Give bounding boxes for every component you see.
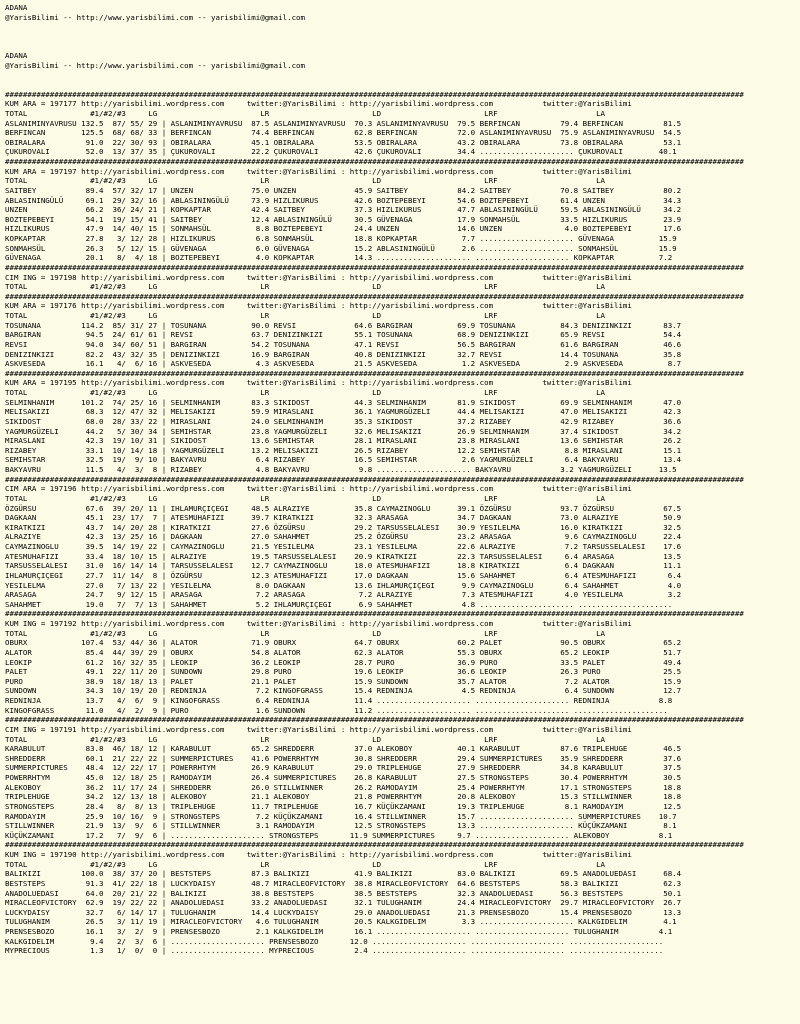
race-report-text: ADANA @YarisBilimi -- http://www.yarisbilimi.com -- yarisbilimi@gmail.com ADANA @YarisBilimi -- http://www.yarisbilimi.com -- yarisbilimi@gmail.com ##################################################################################################################################################################### KUM ARA = 197177 http://yarisbilimi.wordpress.com twitter:@YarisBilimi : http://yarisbilimi.wordpress.com twitter:@YarisBilimi TOTAL #1/#2/#3 LG LR LD LRF LA ASLANIMINYAVRUSU 132.5 87/ 55/ 29 | ASLANIMINYAVRUSU 87.5 ASLANIMINYAVRUSU 70.3 ASLANIMINYAVRUSU 79.5 BERFINCAN 79.4 BERFINCAN 81.5 BERFINCAN 125.5 68/ 68/ 33 | BERFINCAN 74.4 BERFINCAN 62.8 BERFINCAN 72.0 ASLANIMINYAVRUSU 75.9 ASLANIMINYAVRUSU 54.5 OBIRALARA 91.0 22/ 30/ 93 | OBIRALARA 45.1 OBIRALARA 53.5 OBIRALARA 43.2 OBIRALARA 73.8 OBIRALARA 53.1 ÇUKUROVALI 52.0 13/ 37/ 35 | ÇUKUROVALI 22.2 ÇUKUROVALI 42.6 ÇUKUROVALI 34.4 ..................... ÇUKUROVALI 40.1 ##################################################################################################################################################################### KUM ARA = 197197 http://yarisbilimi.wordpress.com twitter:@YarisBilimi : http://yarisbilimi.wordpress.com twitter:@YarisBilimi TOTAL #1/#2/#3 LG LR LD LRF LA SAITBEY 89.4 57/ 32/ 17 | UNZEN 75.0 UNZEN 45.9 SAITBEY 84.2 SAITBEY 70.8 SAITBEY 80.2 ABLASININGÜLÜ 69.1 29/ 32/ 16 | ABLASININGÜLÜ 73.9 HIZLIKURUS 42.6 BOZTEPEBEYI 54.6 BOZTEPEBEYI 61.4 UNZEN 34.3 UNZEN 66.2 36/ 24/ 21 | KOPKAPTAR 42.4 SAITBEY 37.3 HIZLIKURUS 47.7 ABLASININGÜLÜ 59.5 ABLASININGÜLÜ 34.2 BOZTEPEBEYI 54.1 19/ 15/ 41 | SAITBEY 12.4 ABLASININGÜLÜ 30.5 GÜVENAGA 17.9 SONMAHSÜL 33.5 HIZLIKURUS 23.9 HIZLIKURUS 47.9 14/ 40/ 15 | SONMAHSÜL 8.8 BOZTEPEBEYI 24.4 UNZEN 14.6 UNZEN 4.0 BOZTEPEBEYI 17.6 KOPKAPTAR 27.8 3/ 12/ 28 | HIZLIKURUS 6.8 SONMAHSÜL 18.8 KOPKAPTAR 7.7 ..................... GÜVENAGA 15.9 SONMAHSÜL 26.3 5/ 12/ 15 | GÜVENAGA 6.0 GÜVENAGA 15.2 ABLASININGÜLÜ 2.6 ..................... SONMAHSÜL 15.9 GÜVENAGA 20.1 8/ 4/ 18 | BOZTEPEBEYI 4.0 KOPKAPTAR 14.3 ..................... ..................... KOPKAPTAR 7.2 ##################################################################################################################################################################### CIM ING = 197198 http://yarisbilimi.wordpress.com twitter:@YarisBilimi : http://yarisbilimi.wordpress.com twitter:@YarisBilimi TOTAL #1/#2/#3 LG LR LD LRF LA ##################################################################################################################################################################### KUM ARA = 197176 http://yarisbilimi.wordpress.com twitter:@YarisBilimi : http://yarisbilimi.wordpress.com twitter:@YarisBilimi TOTAL #1/#2/#3 LG LR LD LRF LA TOSUNANA 114.2 85/ 31/ 27 | TOSUNANA 90.0 REVSI 64.6 BARGIRAN 69.9 TOSUNANA 84.3 DENIZINKIZI 83.7 BARGIRAN 94.5 24/ 61/ 61 | REVSI 63.7 DENIZINKIZI 55.1 TOSUNANA 68.9 DENIZINKIZI 65.9 REVSI 54.4 REVSI 94.0 34/ 60/ 51 | BARGIRAN 54.2 TOSUNANA 47.1 REVSI 56.5 BARGIRAN 61.6 BARGIRAN 46.6 DENIZINKIZI 82.2 43/ 32/ 35 | DENIZINKIZI 16.9 BARGIRAN 40.8 DENIZINKIZI 32.7 REVSI 14.4 TOSUNANA 35.8 ASKVESEDA 16.1 4/ 6/ 16 | ASKVESEDA 4.3 ASKVESEDA 21.5 ASKVESEDA 1.2 ASKVESEDA 2.9 ASKVESEDA 8.7 ##################################################################################################################################################################### KUM ARA = 197195 http://yarisbilimi.wordpress.com twitter:@YarisBilimi : http://yarisbilimi.wordpress.com twitter:@YarisBilimi TOTAL #1/#2/#3 LG LR LD LRF LA SELMINHANIM 101.2 74/ 25/ 16 | SELMINHANIM 83.3 SIKIDOST 44.3 SELMINHANIM 81.9 SIKIDOST 69.9 SELMINHANIM 47.0 MELISAKIZI 68.3 12/ 47/ 32 | MELISAKIZI 59.9 MIRASLANI 36.1 YAGMURGÜZELI 44.4 MELISAKIZI 47.0 MELISAKIZI 42.3 SIKIDOST 68.0 28/ 33/ 22 | MIRASLANI 24.0 SELMINHANIM 35.3 SIKIDOST 37.2 RIZABEY 42.9 RIZABEY 36.6 YAGMURGÜZELI 44.2 5/ 30/ 34 | SEMIHSTAR 23.8 YAGMURGÜZELI 32.6 MELISAKIZI 26.9 SELMINHANIM 37.4 SIKIDOST 34.2 MIRASLANI 42.3 19/ 10/ 31 | SIKIDOST 13.6 SEMIHSTAR 28.1 MIRASLANI 23.8 MIRASLANI 13.6 SEMIHSTAR 26.2 RIZABEY 33.1 10/ 14/ 18 | YAGMURGÜZELI 13.2 MELISAKIZI 26.5 RIZABEY 12.2 SEMIHSTAR 8.8 MIRASLANI 15.1 SEMIHSTAR 32.5 19/ 9/ 10 | BAKYAVRU 6.4 RIZABEY 16.5 SEMIHSTAR 2.6 YAGMURGÜZELI 6.4 BAKYAVRU 13.4 BAKYAVRU 11.5 4/ 3/ 8 | RIZABEY 4.8 BAKYAVRU 9.8 ..................... BAKYAVRU 3.2 YAGMURGÜZELI 13.5 ##################################################################################################################################################################### CIM ARA = 197196 http://yarisbilimi.wordpress.com twitter:@YarisBilimi : http://yarisbilimi.wordpress.com twitter:@YarisBilimi TOTAL #1/#2/#3 LG LR LD LRF LA ÖZGÜRSU 67.6 39/ 20/ 11 | IHLAMURÇIÇEGI 48.5 ALRAZIYE 35.8 CAYMAZINOGLU 39.1 ÖZGÜRSU 93.7 ÖZGÜRSU 67.5 DAGKAAN 45.1 23/ 17/ 7 | ATESMUHAFIZI 39.7 KIRATKIZI 32.3 ARASAGA 34.7 DAGKAAN 73.0 ALRAZIYE 50.9 KIRATKIZI 43.7 14/ 20/ 28 | KIRATKIZI 27.6 ÖZGÜRSU 29.2 TARSUSSELALESI 30.9 YESILELMA 16.0 KIRATKIZI 32.5 ALRAZIYE 42.3 13/ 25/ 16 | DAGKAAN 27.0 SAHAHMET 25.2 ÖZGÜRSU 23.2 ARASAGA 9.6 CAYMAZINOGLU 22.4 CAYMAZINOGLU 39.5 14/ 19/ 22 | CAYMAZINOGLU 21.5 YESILELMA 23.1 YESILELMA 22.6 ALRAZIYE 7.2 TARSUSSELALESI 17.6 ATESMUHAFIZI 33.4 18/ 10/ 15 | ALRAZIYE 19.5 TARSUSSELALESI 20.9 KIRATKIZI 22.3 TARSUSSELALESI 6.4 ARASAGA 13.5 TARSUSSELALESI 31.0 16/ 14/ 14 | TARSUSSELALESI 12.7 CAYMAZINOGLU 18.0 ATESMUHAFIZI 18.8 KIRATKIZI 6.4 DAGKAAN 11.1 IHLAMURÇIÇEGI 27.7 11/ 14/ 8 | ÖZGÜRSU 12.3 ATESMUHAFIZI 17.0 DAGKAAN 15.6 SAHAHMET 6.4 ATESMUHAFIZI 6.4 YESILELMA 27.0 7/ 13/ 22 | YESILELMA 8.0 DAGKAAN 13.6 IHLAMURÇIÇEGI 9.9 CAYMAZINOGLU 6.4 SAHAHMET 4.0 ARASAGA 24.7 9/ 12/ 15 | ARASAGA 7.2 ARASAGA 7.2 ALRAZIYE 7.3 ATESMUHAFIZI 4.0 YESILELMA 3.2 SAHAHMET 19.0 7/ 7/ 13 | SAHAHMET 5.2 IHLAMURÇIÇEGI 6.9 SAHAHMET 4.8 ..................... ..................... ##################################################################################################################################################################### KUM ING = 197192 http://yarisbilimi.wordpress.com twitter:@YarisBilimi : http://yarisbilimi.wordpress.com twitter:@YarisBilimi TOTAL #1/#2/#3 LG LR LD LRF LA OBURX 107.4 53/ 44/ 36 | ALATOR 71.9 OBURX 64.7 OBURX 60.2 PALET 90.5 OBURX 65.2 ALATOR 85.4 44/ 39/ 29 | OBURX 54.8 ALATOR 62.3 ALATOR 55.3 OBURX 65.2 LEOKIP 51.7 LEOKIP 61.2 16/ 32/ 35 | LEOKIP 36.2 LEOKIP 28.7 PURO 36.9 PURO 33.5 PALET 49.4 PALET 49.1 22/ 11/ 20 | SUNDOWN 29.8 PURO 19.6 LEOKIP 36.6 LEOKIP 26.3 PURO 25.5 PURO 38.9 18/ 18/ 13 | PALET 21.1 PALET 15.9 SUNDOWN 35.7 ALATOR 7.2 ALATOR 15.9 SUNDOWN 34.3 10/ 19/ 20 | REDNINJA 7.2 KINGOFGRASS 15.4 REDNINJA 4.5 REDNINJA 6.4 SUNDOWN 12.7 REDNINJA 13.7 4/ 6/ 9 | KINGOFGRASS 6.4 REDNINJA 11.4 ..................... ..................... REDNINJA 8.8 KINGOFGRASS 11.0 4/ 2/ 9 | PURO 1.6 SUNDOWN 11.2 ..................... ..................... ..................... ##################################################################################################################################################################### CIM ING = 197191 http://yarisbilimi.wordpress.com twitter:@YarisBilimi : http://yarisbilimi.wordpress.com twitter:@YarisBilimi TOTAL #1/#2/#3 LG LR LD LRF LA KARABULUT 83.8 46/ 18/ 12 | KARABULUT 65.2 SHREDDERR 37.0 ALEKOBOY 40.1 KARABULUT 87.6 TRIPLEHUGE 46.5 SHREDDERR 60.1 21/ 22/ 22 | SUMMERPICTURES 41.6 POWERRHTYM 30.8 SHREDDERR 29.4 SUMMERPICTURES 35.9 SHREDDERR 37.6 SUMMERPICTURES 48.4 12/ 22/ 17 | POWERRHTYM 26.9 KARABULUT 29.0 TRIPLEHUGE 27.9 SHREDDERR 34.8 KARABULUT 37.5 POWERRHTYM 45.0 12/ 18/ 25 | RAMODAYIM 26.4 SUMMERPICTURES 26.8 KARABULUT 27.5 STRONGSTEPS 30.4 POWERRHTYM 30.5 ALEKOBOY 36.2 11/ 17/ 24 | SHREDDERR 26.0 STILLWINNER 26.2 RAMODAYIM 25.4 POWERRHTYM 17.1 STRONGSTEPS 18.8 TRIPLEHUGE 34.2 12/ 13/ 18 | ALEKOBOY 21.1 ALEKOBOY 21.8 POWERRHTYM 20.8 ALEKOBOY 15.3 STILLWINNER 18.8 STRONGSTEPS 28.4 8/ 8/ 13 | TRIPLEHUGE 11.7 TRIPLEHUGE 16.7 KÜÇÜKZAMANI 19.3 TRIPLEHUGE 8.1 RAMODAYIM 12.5 RAMODAYIM 25.9 10/ 16/ 9 | STRONGSTEPS 7.2 KÜÇÜKZAMANI 16.4 STILLWINNER 15.7 ..................... SUMMERPICTURES 10.7 STILLWINNER 21.9 13/ 9/ 6 | STILLWINNER 3.1 RAMODAYIM 12.5 STRONGSTEPS 13.3 ..................... KÜÇÜKZAMANI 8.1 KÜÇÜKZAMANI 17.2 7/ 9/ 6 | ..................... STRONGSTEPS 11.9 SUMMERPICTURES 9.7 ..................... ALEKOBOY 8.1 ##################################################################################################################################################################### KUM ING = 197190 http://yarisbilimi.wordpress.com twitter:@YarisBilimi : http://yarisbilimi.wordpress.com twitter:@YarisBilimi TOTAL #1/#2/#3 LG LR LD LRF LA BALIKIZI 100.0 38/ 37/ 20 | BESTSTEPS 87.3 BALIKIZI 41.9 BALIKIZI 83.0 BALIKIZI 69.5 ANADOLUEDASI 68.4 BESTSTEPS 91.3 41/ 22/ 18 | LUCKYDAISY 48.7 MIRACLEOFVICTORY 38.8 MIRACLEOFVICTORY 64.6 BESTSTEPS 58.3 BALIKIZI 62.3 ANADOLUEDASI 64.0 20/ 21/ 22 | BALIKIZI 38.8 BESTSTEPS 38.5 BESTSTEPS 32.3 ANADOLUEDASI 56.3 BESTSTEPS 50.1 MIRACLEOFVICTORY 62.9 19/ 22/ 22 | ANADOLUEDASI 33.2 ANADOLUEDASI 32.1 TULUGHANIM 24.4 MIRACLEOFVICTORY 29.7 MIRACLEOFVICTORY 26.7 LUCKYDAISY 32.7 6/ 14/ 17 | TULUGHANIM 14.4 LUCKYDAISY 29.0 ANADOLUEDASI 21.3 PRENSESBOZO 15.4 PRENSESBOZO 13.3 TULUGHANIM 26.5 3/ 11/ 19 | MIRACLEOFVICTORY 4.6 TULUGHANIM 20.5 KALKGIDELIM 3.3 ..................... KALKGIDELIM 4.1 PRENSESBOZO 16.1 3/ 2/ 9 | PRENSESBOZO 2.1 KALKGIDELIM 16.1 ..................... ..................... TULUGHANIM 4.1 KALKGIDELIM 9.4 2/ 3/ 6 | ..................... PRENSESBOZO 12.0 ..................... ..................... ..................... MYPRECIOUS 1.3 1/ 0/ 0 | ..................... MYPRECIOUS 2.4 ..................... ..................... .....................: [5, 3, 744, 956]
